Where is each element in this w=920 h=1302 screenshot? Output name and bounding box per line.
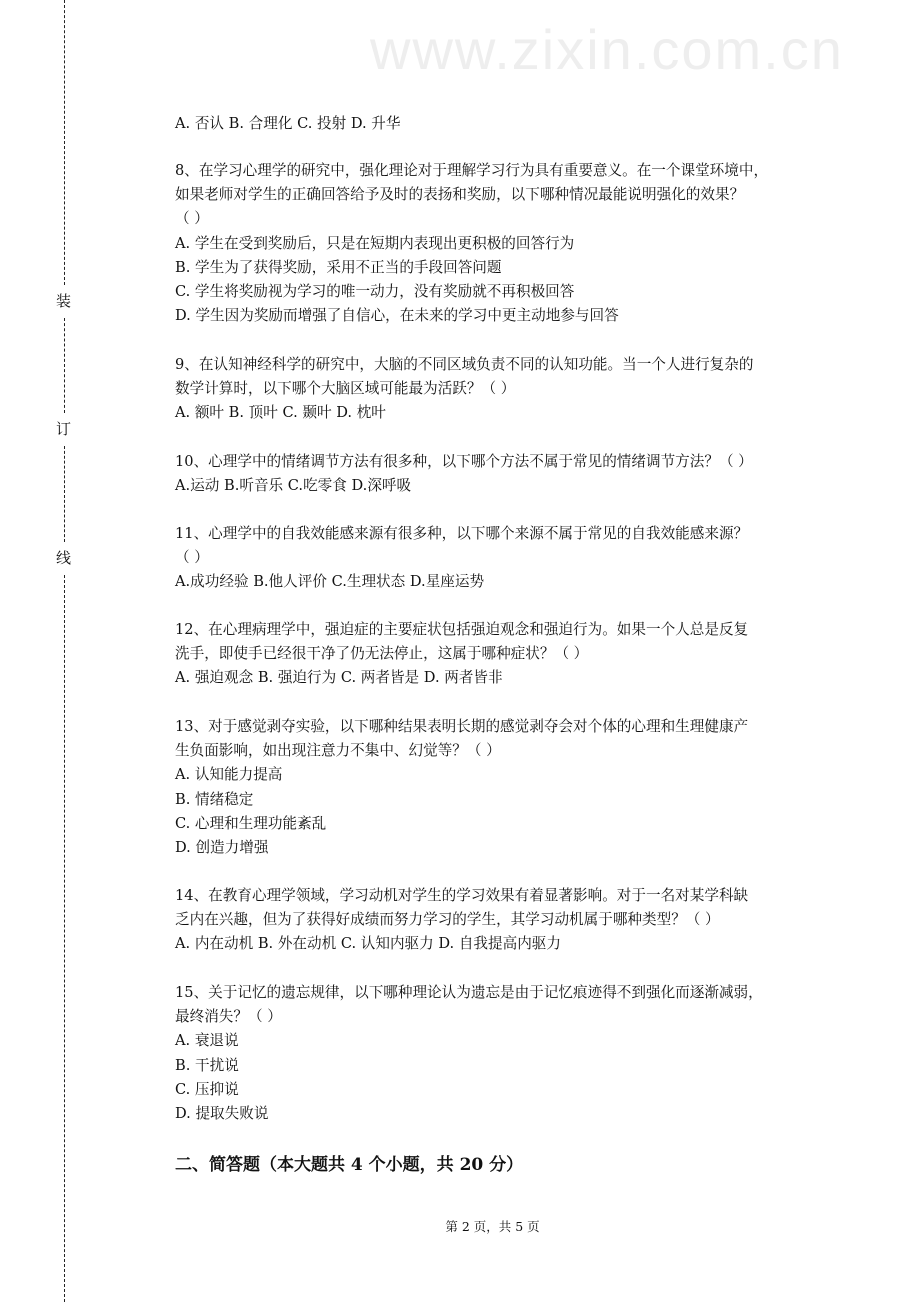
- question-line: 数学计算时，以下哪个大脑区域可能最为活跃？（ ）: [175, 380, 516, 398]
- question-line: 洗手，即使手已经很干净了仍无法停止，这属于哪种症状？（ ）: [175, 645, 589, 663]
- question-line: A.运动 B.听音乐 C.吃零食 D.深呼吸: [175, 477, 412, 495]
- question-line: （ ）: [175, 549, 209, 567]
- question-line: 15、关于记忆的遗忘规律，以下哪种理论认为遗忘是由于记忆痕迹得不到强化而逐渐减弱，: [175, 984, 763, 1001]
- question-block: [175, 112, 815, 136]
- question-line: B. 情绪稳定: [175, 790, 254, 808]
- question-block: [175, 981, 815, 1126]
- binding-line: [64, 575, 65, 1302]
- binding-line: [64, 446, 65, 542]
- watermark: www.zixin.com.cn: [370, 18, 844, 81]
- page-footer: 第 2 页，共 5 页: [445, 1219, 540, 1234]
- question-line: 最终消失？（ ）: [175, 1008, 282, 1026]
- question-line: C. 压抑说: [175, 1080, 239, 1098]
- question-block: [175, 884, 815, 957]
- question-block: [175, 522, 815, 595]
- question-line: 生负面影响，如出现注意力不集中、幻觉等？（ ）: [175, 742, 501, 760]
- question-line: A. 内在动机 B. 外在动机 C. 认知内驱力 D. 自我提高内驱力: [175, 935, 561, 953]
- binding-char: 订: [56, 420, 72, 438]
- question-line: 11、心理学中的自我效能感来源有很多种，以下哪个来源不属于常见的自我效能感来源？: [175, 525, 749, 542]
- question-block: [175, 159, 815, 328]
- question-line: D. 创造力增强: [175, 839, 269, 857]
- question-line: C. 心理和生理功能紊乱: [175, 814, 327, 832]
- question-line: B. 干扰说: [175, 1056, 239, 1074]
- question-block: [175, 450, 815, 498]
- question-line: 10、心理学中的情绪调节方法有很多种，以下哪个方法不属于常见的情绪调节方法？（ ）: [175, 453, 753, 470]
- question-line: A. 学生在受到奖励后，只是在短期内表现出更积极的回答行为: [175, 234, 575, 252]
- question-line: C. 学生将奖励视为学习的唯一动力，没有奖励就不再积极回答: [175, 283, 575, 301]
- question-line: B. 学生为了获得奖励，采用不正当的手段回答问题: [175, 258, 502, 276]
- question-line: A. 认知能力提高: [175, 766, 283, 784]
- binding-line: [64, 0, 65, 285]
- binding-char: 装: [56, 292, 72, 310]
- question-line: A. 衰退说: [175, 1032, 239, 1050]
- question-line: A. 强迫观念 B. 强迫行为 C. 两者皆是 D. 两者皆非: [175, 669, 503, 687]
- question-line: A. 额叶 B. 顶叶 C. 颞叶 D. 枕叶: [175, 404, 386, 422]
- question-line: 9、在认知神经科学的研究中，大脑的不同区域负责不同的认知功能。当一个人进行复杂的: [175, 356, 754, 373]
- question-line: 14、在教育心理学领域，学习动机对学生的学习效果有着显著影响。对于一名对某学科缺: [175, 887, 749, 904]
- question-block: [175, 715, 815, 860]
- question-line: A. 否认 B. 合理化 C. 投射 D. 升华: [175, 115, 401, 132]
- question-line: （ ）: [175, 210, 209, 228]
- question-line: 12、在心理病理学中，强迫症的主要症状包括强迫观念和强迫行为。如果一个人总是反复: [175, 621, 749, 638]
- section-heading: 二、简答题（本大题共 4 个小题，共 20 分）: [175, 1155, 524, 1175]
- question-line: 乏内在兴趣，但为了获得好成绩而努力学习的学生，其学习动机属于哪种类型？（ ）: [175, 911, 720, 929]
- binding-line: [64, 318, 65, 413]
- binding-char: 线: [56, 549, 72, 567]
- question-block: [175, 353, 815, 426]
- question-line: A.成功经验 B.他人评价 C.生理状态 D.星座运势: [175, 573, 485, 591]
- question-line: 8、在学习心理学的研究中，强化理论对于理解学习行为具有重要意义。在一个课堂环境中，: [175, 162, 769, 179]
- question-line: D. 提取失败说: [175, 1105, 269, 1123]
- question-line: 如果老师对学生的正确回答给予及时的表扬和奖励，以下哪种情况最能说明强化的效果？: [175, 186, 745, 204]
- question-block: [175, 618, 815, 691]
- question-line: D. 学生因为奖励而增强了自信心，在未来的学习中更主动地参与回答: [175, 307, 619, 325]
- question-line: 13、对于感觉剥夺实验，以下哪种结果表明长期的感觉剥夺会对个体的心理和生理健康产: [175, 718, 749, 735]
